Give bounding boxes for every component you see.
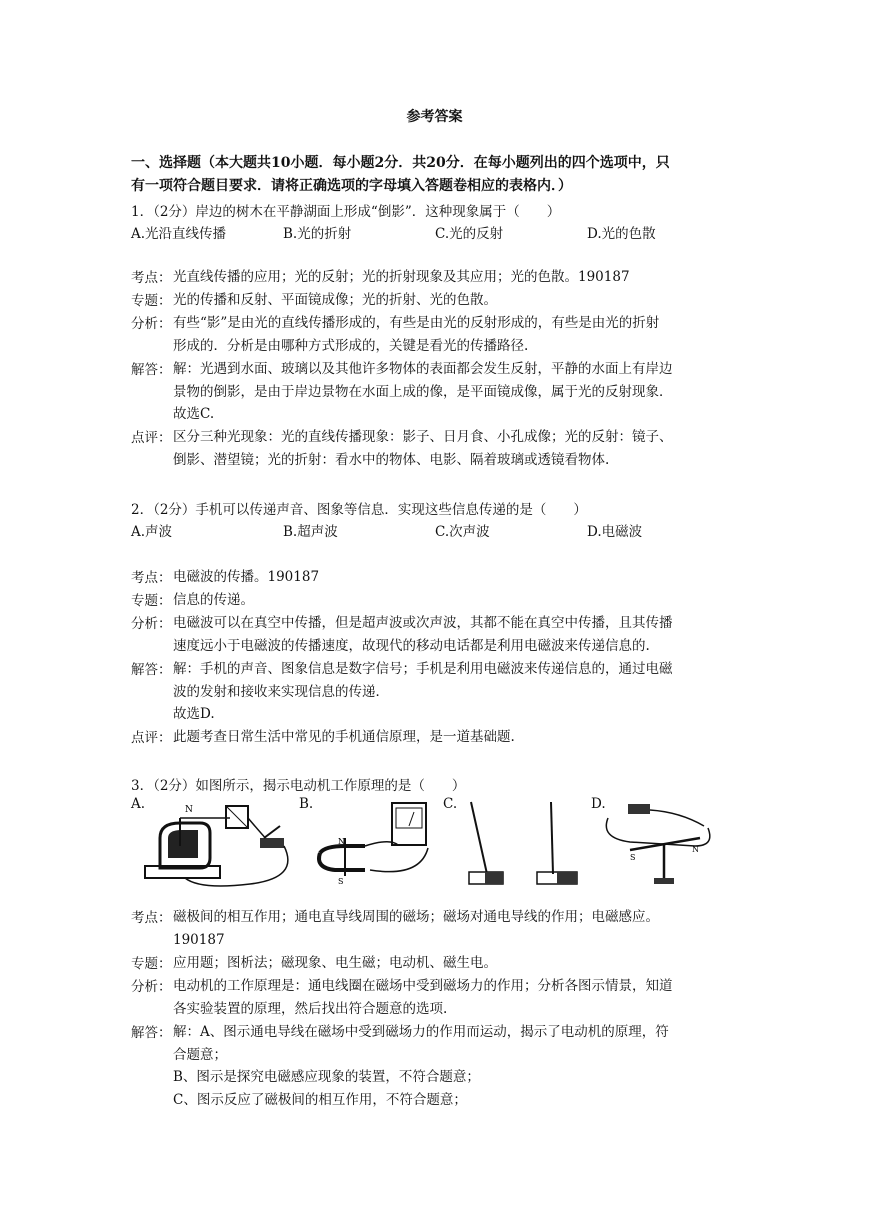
q1-zhuanti [131, 289, 751, 312]
q1-dianping-line: 倒影、潜望镜；光的折射：看水中的物体、电影、隔着玻璃或透镜看物体. [173, 451, 610, 468]
q3-kaodian [131, 906, 751, 951]
q3-fenxi-line: 各实验装置的原理，然后找出符合题意的选项. [173, 1000, 448, 1017]
q2-option-a: A.声波 [131, 524, 173, 540]
q2-option-b: B.超声波 [283, 524, 338, 540]
q2-option-c: C.次声波 [435, 524, 490, 540]
figure-a-n-label: N [185, 805, 193, 815]
q3-kaodian-line: 190187 [173, 931, 225, 948]
q2-option-d: D.电磁波 [587, 524, 643, 540]
q2-zhuanti [131, 589, 751, 612]
figure-d-n-label: N [692, 845, 699, 854]
figure-c-magnets-interaction [455, 798, 585, 888]
q3-jieda-line: C、图示反应了磁极间的相互作用，不符合题意； [173, 1091, 467, 1108]
q3-fig-label-b: B. [299, 796, 314, 812]
figure-b-s-label: S [338, 877, 344, 886]
q2-dianping-line: 此题考查日常生活中常见的手机通信原理，是一道基础题. [173, 729, 515, 745]
section-heading-line-1: 一、选择题（本大题共10小题．每小题2分．共20分．在每小题列出的四个选项中，只 [131, 155, 670, 171]
q1-kaodian-line: 光直线传播的应用；光的反射；光的折射现象及其应用；光的色散。190187 [173, 269, 630, 285]
q2-fenxi-line: 速度远小于电磁波的传播速度，故现代的移动电话都是利用电磁波来传递信息的. [173, 637, 650, 654]
q1-kaodian-label: 考点： [131, 270, 172, 286]
q2-dianping-label: 点评： [131, 730, 172, 746]
q3-fenxi [131, 975, 751, 1020]
q2-kaodian-label: 考点： [131, 570, 172, 586]
q1-fenxi [131, 312, 751, 357]
q3-fenxi-line: 电动机的工作原理是：通电线圈在磁场中受到磁场力的作用；分析各图示情景，知道 [173, 978, 673, 994]
figure-b-induction-apparatus [310, 798, 440, 888]
q3-kaodian-line: 磁极间的相互作用；通电直导线周围的磁场；磁场对通电导线的作用；电磁感应。 [173, 909, 659, 925]
q1-jieda-line: 景物的倒影，是由于岸边景物在水面上成的像，是平面镜成像，属于光的反射现象． [173, 383, 673, 400]
q3-kaodian-label: 考点： [131, 910, 172, 926]
q2-jieda [131, 658, 751, 726]
q3-zhuanti-label: 专题： [131, 956, 172, 972]
q1-dianping-label: 点评： [131, 430, 172, 446]
q1-zhuanti-label: 专题： [131, 293, 172, 309]
q1-kaodian [131, 266, 751, 289]
q1-zhuanti-line: 光的传播和反射、平面镜成像；光的折射、光的色散。 [173, 292, 497, 308]
q1-fenxi-line: 有些“影”是由光的直线传播形成的，有些是由光的反射形成的，有些是由光的折射 [173, 315, 660, 331]
q2-jieda-line: 故选D. [173, 706, 215, 722]
q2-stem: 2．（2分）手机可以传递声音、图象等信息．实现这些信息传递的是（ ） [131, 502, 587, 518]
q2-jieda-line: 解：手机的声音、图象信息是数字信号；手机是利用电磁波来传递信息的，通过电磁 [173, 661, 673, 677]
q2-fenxi-line: 电磁波可以在真空中传播，但是超声波或次声波，其都不能在真空中传播，且其传播 [173, 615, 673, 631]
q2-zhuanti-label: 专题： [131, 593, 172, 609]
page-title: 参考答案 [406, 109, 463, 125]
q1-option-a: A.光沿直线传播 [131, 226, 227, 242]
q1-option-c: C.光的反射 [435, 226, 504, 242]
q2-jieda-line: 波的发射和接收来实现信息的传递． [173, 683, 389, 700]
q3-jieda [131, 1021, 751, 1111]
q3-stem: 3．（2分）如图所示，揭示电动机工作原理的是（ ） [131, 778, 466, 794]
q2-zhuanti-line: 信息的传递。 [173, 592, 254, 608]
q1-fenxi-label: 分析： [131, 316, 172, 332]
q3-zhuanti [131, 952, 751, 975]
q1-jieda-line: 故选C. [173, 406, 215, 422]
q1-jieda-line: 解：光遇到水面、玻璃以及其他许多物体的表面都会发生反射，平静的水面上有岸边 [173, 361, 673, 377]
q3-jieda-line: 解：A、图示通电导线在磁场中受到磁场力的作用而运动，揭示了电动机的原理，符 [173, 1024, 669, 1040]
q3-jieda-line: 合题意； [173, 1046, 227, 1063]
q2-fenxi [131, 612, 751, 657]
q3-jieda-label: 解答： [131, 1025, 172, 1041]
figure-d-oersted-apparatus [600, 798, 720, 888]
q1-option-b: B.光的折射 [283, 226, 352, 242]
figure-d-s-label: S [630, 853, 636, 862]
q1-stem: 1．（2分）岸边的树木在平静湖面上形成“倒影”．这种现象属于（ ） [131, 204, 561, 220]
figure-a-motor-apparatus [140, 798, 300, 888]
q1-option-d: D.光的色散 [587, 226, 656, 242]
q2-dianping [131, 726, 751, 749]
q3-fig-label-a: A. [131, 796, 146, 812]
section-heading-line-2: 有一项符合题目要求．请将正确选项的字母填入答题卷相应的表格内．） [131, 178, 572, 194]
q2-kaodian [131, 566, 751, 589]
q1-dianping-line: 区分三种光现象：光的直线传播现象：影子、日月食、小孔成像；光的反射：镜子、 [173, 429, 673, 445]
q3-zhuanti-line: 应用题；图析法；磁现象、电生磁；电动机、磁生电。 [173, 955, 497, 971]
q1-jieda-label: 解答： [131, 362, 172, 378]
q2-jieda-label: 解答： [131, 662, 172, 678]
q3-fig-label-c: C. [443, 796, 458, 812]
figure-b-n-label: N [338, 837, 345, 846]
q1-fenxi-line: 形成的．分析是由哪种方式形成的，关键是看光的传播路径. [173, 337, 529, 354]
q1-dianping [131, 426, 751, 471]
q3-fenxi-label: 分析： [131, 979, 172, 995]
q3-jieda-line: B、图示是探究电磁感应现象的装置，不符合题意； [173, 1069, 480, 1085]
q2-fenxi-label: 分析： [131, 616, 172, 632]
section-heading [131, 152, 741, 198]
q1-jieda [131, 358, 751, 426]
q3-fig-label-d: D. [591, 796, 606, 812]
q2-kaodian-line: 电磁波的传播。190187 [173, 569, 320, 585]
